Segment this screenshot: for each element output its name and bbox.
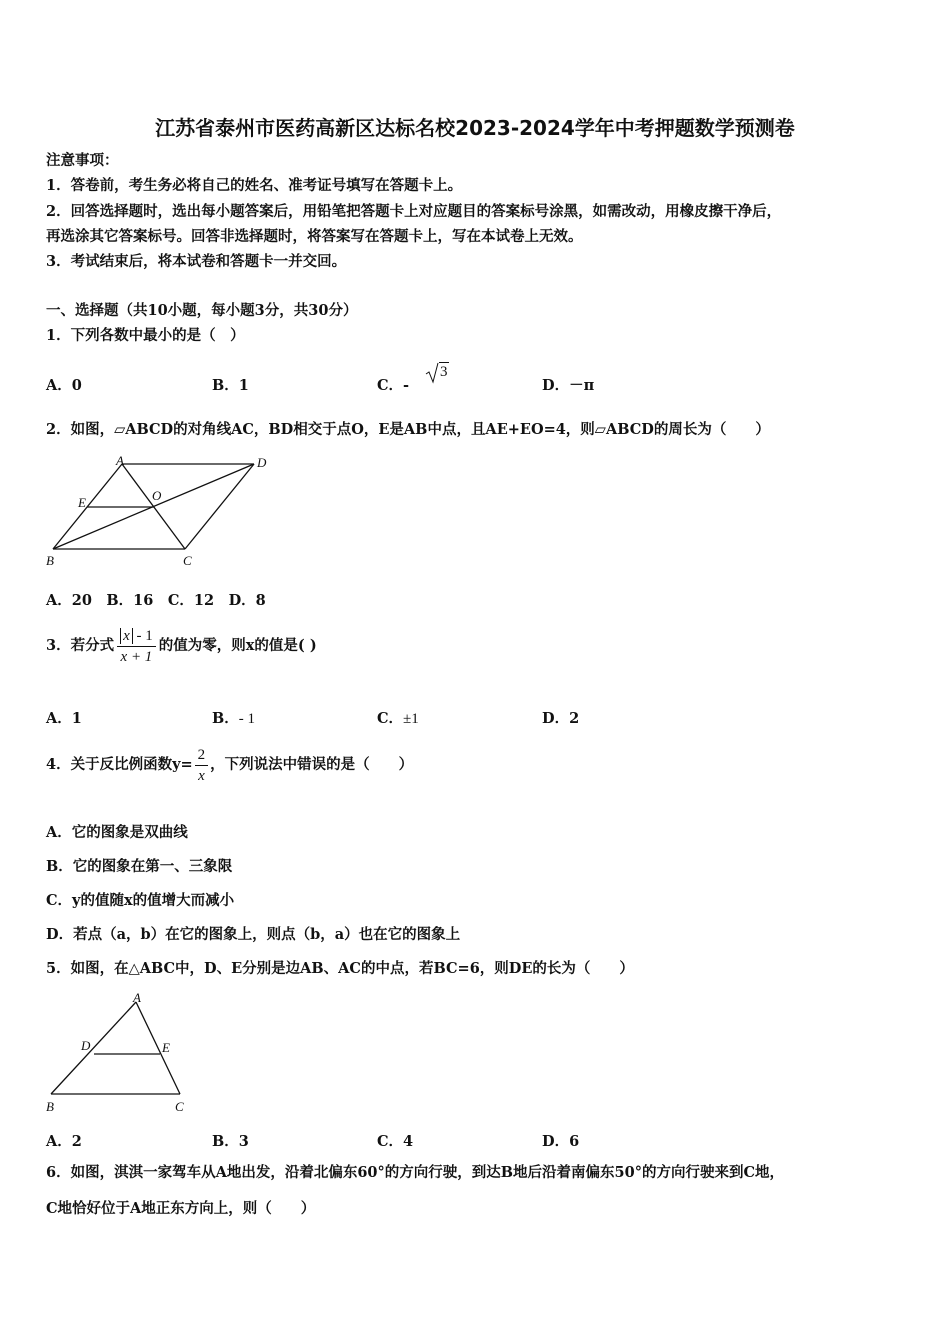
q3-option-c-label: C．: [377, 710, 404, 727]
page-title: 江苏省泰州市医药高新区达标名校2023-2024学年中考押题数学预测卷: [155, 116, 795, 140]
q2-stem: 2．如图，▱ABCD的对角线AC，BD相交于点O，E是AB中点，且AE+EO=4，则▱ABCD的周长为（ ）: [46, 421, 770, 438]
q3-abs-x: x: [120, 628, 133, 644]
q5-label-b: B: [46, 1099, 54, 1114]
q1-stem: 1．下列各数中最小的是（ ）: [46, 327, 245, 344]
q4-fraction-numerator: 2: [195, 745, 209, 766]
q2-label-a: A: [116, 453, 124, 468]
q2-options: A．20 B．16 C．12 D．8: [46, 592, 266, 609]
q3-option-d: D．2: [542, 710, 580, 727]
q2-label-o: O: [152, 488, 162, 503]
q4-option-d: D．若点（a，b）在它的图象上，则点（b，a）也在它的图象上: [46, 926, 461, 943]
q4-option-c: C．y的值随x的值增大而减小: [46, 892, 235, 909]
q3-option-c-value: ±1: [403, 711, 419, 727]
q5-label-a: A: [133, 990, 141, 1005]
q5-label-c: C: [175, 1099, 184, 1114]
q3-stem-pre: 3．若分式: [46, 637, 115, 654]
notes-item-2a: 2．回答选择题时，选出每小题答案后，用铅笔把答题卡上对应题目的答案标号涂黑，如需改动，用橡皮擦干净后，: [46, 203, 782, 220]
q2-parallelogram-figure: [44, 453, 276, 571]
q3-fraction-numerator: [117, 626, 156, 647]
q3-stem-post: 的值为零，则x的值是( ): [158, 637, 317, 654]
q3-option-a: A．1: [46, 710, 82, 727]
q1-option-c-label: C．-: [377, 377, 410, 394]
q5-label-d: D: [81, 1038, 91, 1053]
q5-stem: 5．如图，在△ABC中，D、E分别是边AB、AC的中点，若BC=6，则DE的长为（ ）: [46, 960, 634, 977]
q1-option-a: A．0: [46, 377, 82, 394]
q2-label-b: B: [46, 553, 54, 568]
q1-option-b: B．1: [212, 377, 249, 394]
q3-option-c: [377, 707, 419, 728]
q3-fraction-denominator: x + 1: [120, 648, 153, 665]
q3-numerator-rest: - 1: [136, 627, 153, 644]
q4-fraction: [195, 745, 209, 786]
q3-option-b: [212, 707, 255, 728]
q4-option-b: B．它的图象在第一、三象限: [46, 858, 233, 875]
q5-option-c: C．4: [377, 1133, 414, 1150]
q1-option-c: [377, 364, 448, 395]
q5-option-a: A．2: [46, 1133, 82, 1150]
q5-edge-ab: [51, 1002, 136, 1094]
q5-label-e: E: [162, 1040, 170, 1055]
q5-triangle-figure: [44, 990, 194, 1118]
radical-sign-icon: [425, 362, 439, 384]
notes-heading: 注意事项：: [46, 152, 119, 169]
q6-stem-line1: 6．如图，淇淇一家驾车从A地出发，沿着北偏东60°的方向行驶，到达B地后沿着南偏东50°的方向行驶来到C地，: [46, 1164, 784, 1181]
q6-stem-line2: C地恰好位于A地正东方向上，则（ ）: [46, 1200, 316, 1217]
notes-item-1: 1．答卷前，考生务必将自己的姓名、准考证号填写在答题卡上。: [46, 177, 463, 194]
q4-stem-pre: 4．关于反比例函数y=: [46, 756, 193, 773]
q2-edge-dc: [185, 464, 254, 549]
q3-option-b-label: B．: [212, 710, 239, 727]
q3-option-b-value: - 1: [238, 711, 256, 727]
q5-option-d: D．6: [542, 1133, 580, 1150]
q2-label-c: C: [183, 553, 192, 568]
q2-label-e: E: [78, 495, 86, 510]
q4-stem-post: ，下列说法中错误的是（ ）: [210, 756, 414, 773]
q4-option-a: A．它的图象是双曲线: [46, 824, 188, 841]
q4-stem: [46, 740, 413, 790]
q3-stem: [46, 621, 317, 671]
q4-fraction-denominator: x: [198, 767, 205, 784]
q5-option-b: B．3: [212, 1133, 249, 1150]
q5-edge-ac: [136, 1002, 180, 1094]
q1-option-d: D．－π: [542, 377, 595, 394]
q2-label-d: D: [257, 455, 267, 470]
notes-item-3: 3．考试结束后，将本试卷和答题卡一并交回。: [46, 253, 347, 270]
section-heading: 一、选择题（共10小题，每小题3分，共30分）: [46, 302, 358, 319]
q1-option-c-radicand: 3: [440, 364, 448, 380]
q3-fraction: [117, 626, 156, 667]
notes-item-2b: 再选涂其它答案标号。回答非选择题时，将答案写在答题卡上，写在本试卷上无效。: [46, 228, 583, 245]
